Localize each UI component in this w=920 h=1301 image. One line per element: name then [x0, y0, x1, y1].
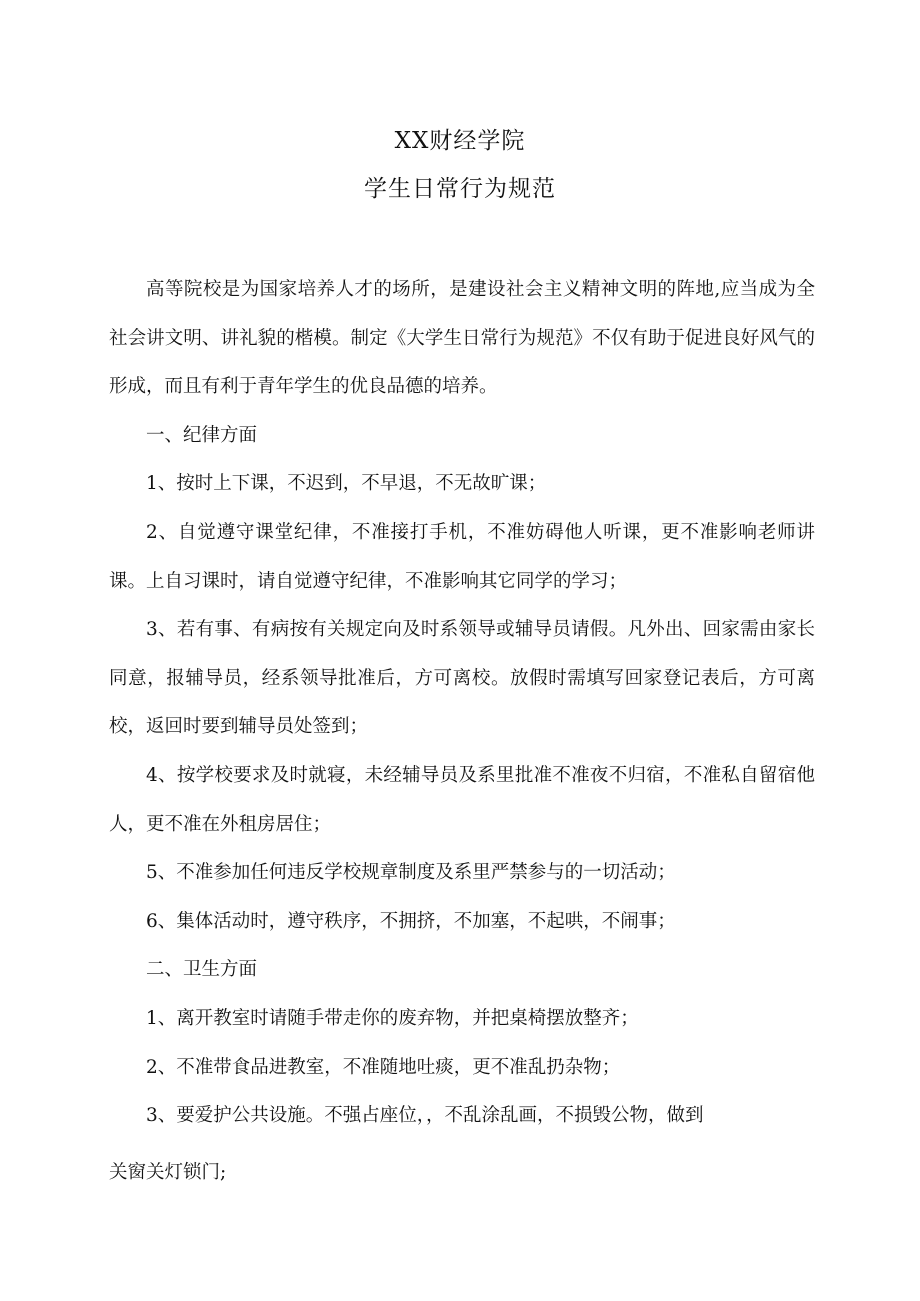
document-title-main: 学生日常行为规范 [364, 176, 556, 202]
section-heading-discipline: 一、纪律方面 [146, 424, 258, 446]
rule-discipline-1: 1、按时上下课，不迟到，不早退，不无故旷课； [146, 473, 547, 495]
rule-hygiene-2: 2、不准带食品进教室，不准随地吐痰，更不准乱扔杂物； [146, 1056, 621, 1078]
rule-hygiene-1: 1、离开教室时请随手带走你的废弃物，并把桌椅摆放整齐； [146, 1007, 639, 1029]
rule-hygiene-3-continuation: 关窗关灯锁门; [109, 1161, 227, 1183]
document-body [109, 266, 815, 1197]
section-heading-hygiene: 二、卫生方面 [146, 959, 258, 981]
paragraph-intro: 高等院校是为国家培养人才的场所，是建设社会主义精神文明的阵地,应当成为全社会讲文明、讲礼貌的楷模。制定《大学生日常行为规范》不仅有助于促进良好风气的形成，而且有利于青年学生的优良品德的培养。 [109, 279, 815, 398]
document-title-school: XX财经学院 [394, 128, 526, 154]
rule-discipline-2: 2、自觉遵守课堂纪律，不准接打手机，不准妨碍他人听课，更不准影响老师讲课。上自习课时，请自觉遵守纪律，不准影响其它同学的学习； [109, 521, 815, 592]
rule-hygiene-3: 3、要爱护公共设施。不强占座位，，不乱涂乱画，不损毁公物，做到 [146, 1105, 704, 1127]
rule-discipline-6: 6、集体活动时，遵守秩序，不拥挤，不加塞，不起哄，不闹事； [146, 910, 676, 932]
rule-discipline-5: 5、不准参加任何违反学校规章制度及系里严禁参与的一切活动； [146, 862, 676, 884]
rule-discipline-3: 3、若有事、有病按有关规定向及时系领导或辅导员请假。凡外出、回家需由家长同意，报辅导员，经系领导批准后，方可离校。放假时需填写回家登记表后，方可离校，返回时要到辅导员处签到； [109, 619, 815, 738]
rule-discipline-4: 4、按学校要求及时就寝，未经辅导员及系里批准不准夜不归宿，不准私自留宿他人，更不准在外租房居住； [109, 764, 815, 835]
